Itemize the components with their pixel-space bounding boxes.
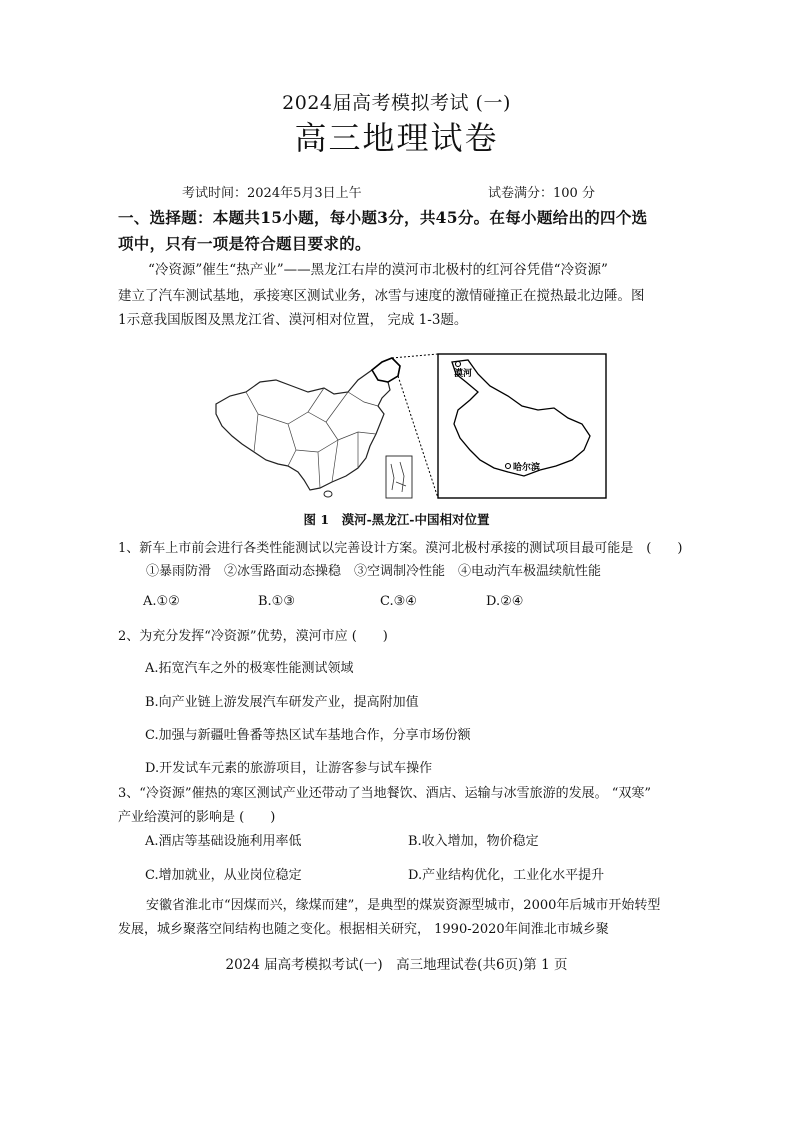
passage1-line1: “冷资源”催生“热产业”——黑龙江右岸的漠河市北极村的红河谷凭借“冷资源”: [148, 262, 608, 278]
exam-title: 2024届高考模拟考试 (一): [282, 92, 511, 114]
map-svg: [208, 352, 608, 502]
q3-option-d[interactable]: D.产业结构优化，工业化水平提升: [408, 868, 605, 883]
q1-option-b[interactable]: B.①③: [258, 594, 295, 609]
q1-items: ①暴雨防滑 ②冰雪路面动态操稳 ③空调制冷性能 ④电动汽车极温续航性能: [146, 564, 602, 579]
label-mohe: 漠河: [454, 369, 473, 379]
figure-map: [208, 352, 608, 502]
province-lines: [246, 388, 378, 488]
passage2-line2: 发展，城乡聚落空间结构也随之变化。根据相关研究， 1990-2020年间淮北市城乡聚: [118, 922, 609, 937]
q3-option-a[interactable]: A.酒店等基础设施利用率低: [145, 834, 302, 849]
page-footer: 2024 届高考模拟考试(一) 高三地理试卷(共6页)第 1 页: [225, 957, 568, 973]
figure-caption: 图 1 漠河-黑龙江-中国相对位置: [303, 512, 490, 527]
south-china-sea-inset: [386, 456, 412, 498]
q1-option-d[interactable]: D.②④: [486, 594, 524, 609]
q3-option-b[interactable]: B.收入增加，物价稳定: [408, 834, 539, 849]
q2-option-a[interactable]: A.拓宽汽车之外的极寒性能测试领域: [145, 661, 354, 676]
label-harbin: 哈尔滨: [513, 463, 541, 473]
exam-time: 考试时间：2024年5月3日上午: [182, 186, 362, 201]
section-heading-line2: 项中，只有一项是符合题目要求的。: [118, 234, 371, 253]
q3-option-c[interactable]: C.增加就业，从业岗位稳定: [145, 868, 302, 883]
passage1-line3: 1示意我国版图及黑龙江省、漠河相对位置， 完成 1-3题。: [118, 312, 468, 328]
q3-stem-line2: 产业给漠河的影响是 ( ): [118, 810, 276, 825]
q1-stem: 1、新车上市前会进行各类性能测试以完善设计方案。漠河北极村承接的测试项目最可能是 ( ): [118, 541, 683, 556]
paper-title: 高三地理试卷: [294, 119, 499, 157]
q1-option-c[interactable]: C.③④: [380, 594, 417, 609]
passage1-line2: 建立了汽车测试基地，承接寒区测试业务，冰雪与速度的激情碰撞正在搅热最北边陲。图: [118, 288, 645, 304]
passage2-line1: 安徽省淮北市“因煤而兴，缘煤而建”，是典型的煤炭资源型城市，2000年后城市开始转型: [146, 898, 661, 913]
q2-option-c[interactable]: C.加强与新疆吐鲁番等热区试车基地合作，分享市场份额: [145, 728, 471, 743]
q1-option-a[interactable]: A.①②: [143, 594, 180, 609]
section-heading-line1: 一、选择题：本题共15小题，每小题3分，共45分。在每小题给出的四个选: [118, 208, 648, 227]
q3-stem-line1: 3、“冷资源”催热的寒区测试产业还带动了当地餐饮、酒店、运输与冰雪旅游的发展。 “双寒”: [118, 786, 651, 801]
q2-stem: 2、为充分发挥“冷资源”优势，漠河市应 ( ): [118, 629, 388, 644]
full-score: 试卷满分：100 分: [488, 186, 595, 201]
heilongjiang-outline: [372, 358, 400, 382]
china-outline: [216, 358, 400, 490]
hainan-island: [324, 491, 332, 497]
q2-option-b[interactable]: B.向产业链上游发展汽车研发产业，提高附加值: [145, 695, 419, 710]
q2-option-d[interactable]: D.开发试车元素的旅游项目，让游客参与试车操作: [145, 761, 433, 776]
